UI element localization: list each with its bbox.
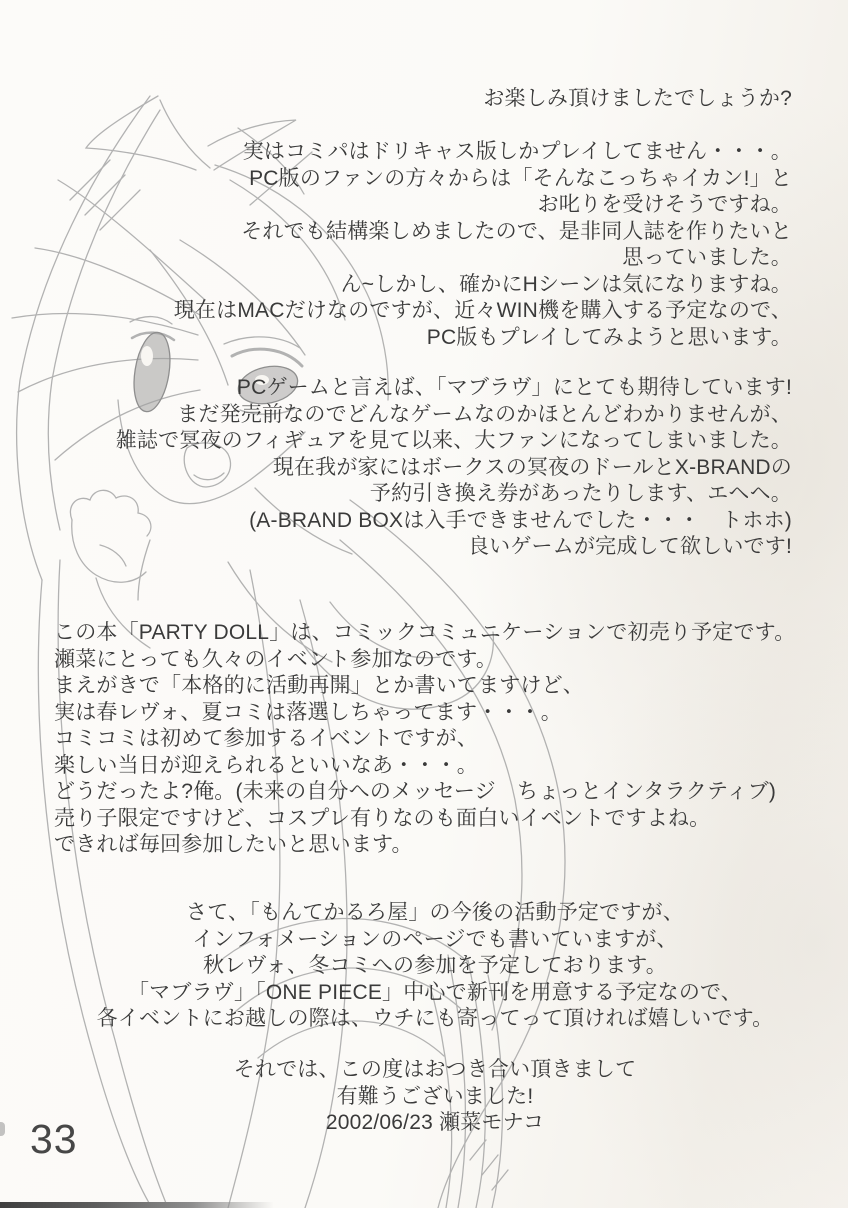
text-line: 有難うございました! xyxy=(336,1084,534,1108)
text-line: PCゲームと言えば、「マブラヴ」にとても期待しています! xyxy=(236,376,792,399)
paragraph-comipa xyxy=(0,139,792,351)
text-line: (A-BRAND BOXは入手できませんでした・・・ トホホ) xyxy=(249,508,792,532)
paragraph-future-schedule xyxy=(22,900,848,1033)
text-line: ん~しかし、確かにHシーンは気になりますね。 xyxy=(340,272,792,296)
text-line: まだ発売前なのでどんなゲームなのかほとんどわかりませんが、 xyxy=(177,402,792,426)
text-line: 実はコミパはドリキャス版しかプレイしてません・・・。 xyxy=(242,140,792,163)
afterword-greeting xyxy=(0,86,792,113)
text-line: この本「PARTY DOLL」は、コミックコミュニケーションで初売り予定です。 xyxy=(54,621,796,644)
text-line: インフォメーションのページでも書いていますが、 xyxy=(192,927,678,951)
text-line: PC版もプレイしてみようと思います。 xyxy=(426,325,792,349)
page-number: 33 xyxy=(30,1116,78,1162)
paragraph-closing-signature xyxy=(22,1057,848,1137)
text-line: お叱りを受けそうですね。 xyxy=(537,193,792,216)
text-line: 実は春レヴォ、夏コミは落選しちゃってます・・・。 xyxy=(54,700,562,724)
text-line: PC版のファンの方々からは「そんなこっちゃイカン!」と xyxy=(249,166,792,190)
text-line: 秋レヴォ、冬コミへの参加を予定しております。 xyxy=(203,954,667,977)
text-line: 現在はMACだけなのですが、近々WIN機を購入する予定なので、 xyxy=(173,299,792,322)
paragraph-muvluv xyxy=(0,375,792,561)
text-line: 良いゲームが完成して欲しいです! xyxy=(467,535,792,558)
text-line: さて、「もんてかるろ屋」の今後の活動予定ですが、 xyxy=(186,901,684,924)
scan-edge-bar xyxy=(0,1202,274,1208)
paragraph-event-plans xyxy=(54,620,828,859)
text-line: まえがきで「本格的に活動再開」とか書いてますけど、 xyxy=(54,674,584,697)
text-line: 2002/06/23 瀬菜モナコ xyxy=(325,1111,545,1134)
text-line: どうだったよ?俺。(未来の自分へのメッセージ ちょっとインタラクティブ) xyxy=(54,780,777,803)
text-line: それでは、この度はおつき合い頂きまして xyxy=(233,1058,637,1081)
text-line: 売り子限定ですけど、コスプレ有りなのも面白いイベントですよね。 xyxy=(54,806,711,830)
text-line: 楽しい当日が迎えられるといいなあ・・・。 xyxy=(54,753,478,777)
text-line: 「マブラヴ」「ONE PIECE」中心で新刊を用意する予定なので、 xyxy=(127,980,743,1004)
text-line: お楽しみ頂けましたでしょうか? xyxy=(483,87,792,110)
text-line: できれば毎回参加したいと思います。 xyxy=(54,833,413,856)
text-line: 予約引き換え券があったりします、エヘヘ。 xyxy=(369,482,792,505)
text-line: 各イベントにお越しの際は、ウチにも寄ってって頂ければ嬉しいです。 xyxy=(96,1007,774,1030)
text-line: コミコミは初めて参加するイベントですが、 xyxy=(54,727,478,750)
text-line: 思っていました。 xyxy=(622,246,792,269)
text-line: 瀬菜にとっても久々のイベント参加なのです。 xyxy=(54,647,498,671)
text-line: それでも結構楽しめましたので、是非同人誌を作りたいと xyxy=(241,219,792,243)
text-line: 雑誌で冥夜のフィギュアを見て以来、大ファンになってしまいました。 xyxy=(115,429,792,452)
text-line: 現在我が家にはボークスの冥夜のドールとX-BRANDの xyxy=(272,455,792,479)
